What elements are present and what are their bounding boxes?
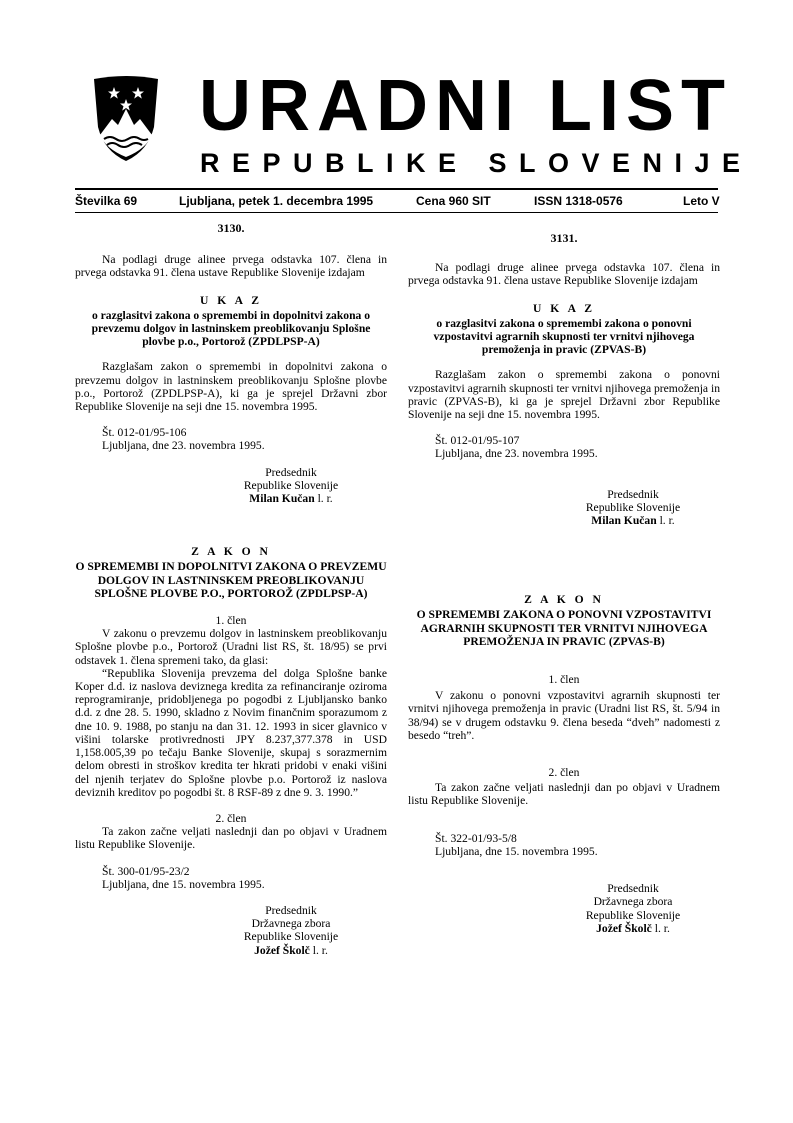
file-number: Št. 300-01/95-23/2 bbox=[102, 864, 190, 878]
signature-role: Predsednik bbox=[265, 903, 317, 917]
article-text: V zakonu o ponovni vzpostavitvi agrarnih skupnosti ter vrnitvi njihovega premoženja in pravic (Uradni list RS, št. 5/94 in 38/94) se v drugem odstavku 9. člena beseda “dveh” nadomesti z besedo “treh”. bbox=[408, 689, 720, 742]
ukaz-title: o razglasitvi zakona o spremembi in dopolnitvi zakona o prevzemu dolgov in lastninskem preoblikovanju Splošne plovbe p.o., Portorož (ZPDLPSP-A) bbox=[91, 308, 371, 349]
issue-number: Številka 69 bbox=[75, 194, 138, 208]
signature-name: Jožef Školč bbox=[596, 921, 652, 935]
zakon-heading: Z A K O N bbox=[524, 593, 604, 607]
article-heading: 1. člen bbox=[548, 673, 580, 687]
signature-role: Republike Slovenije bbox=[243, 930, 339, 944]
signature-suffix: l. r. bbox=[651, 921, 670, 935]
ukaz-title: o razglasitvi zakona o spremembi zakona o ponovni vzpostavitvi agrarnih skupnosti ter vrnitvi njihovega premoženja in pravic (ZPVAS-B) bbox=[433, 316, 695, 357]
article-text: V zakonu o prevzemu dolgov in lastninskem preoblikovanju Splošne plovbe p.o., Portorož (Uradni list RS, št. 18/95) se prvi odstavek 1. člena spremeni tako, da glasi: bbox=[75, 627, 387, 667]
ukaz-heading: U K A Z bbox=[533, 301, 595, 315]
preamble: Na podlagi druge alinee prvega odstavka 107. člena in prvega odstavka 91. člena ustave Republike Slovenije izdajam bbox=[408, 261, 720, 288]
issue-price: Cena 960 SIT bbox=[416, 194, 491, 208]
file-date: Ljubljana, dne 15. novembra 1995. bbox=[102, 877, 265, 891]
signature-role: Državnega zbora bbox=[593, 895, 673, 909]
article-heading: 2. člen bbox=[215, 811, 247, 825]
signature-role: Republike Slovenije bbox=[243, 478, 339, 492]
signature-block bbox=[216, 904, 366, 957]
signature-name: Jožef Školč bbox=[254, 943, 310, 957]
signature-role: Republike Slovenije bbox=[585, 500, 681, 514]
zakon-title: O SPREMEMBI IN DOPOLNITVI ZAKONA O PREVZEMU DOLGOV IN LASTNINSKEM PREOBLIKOVANJU SPLOŠNE PLOVBE P.O., PORTOROŽ (ZPDLPSP-A) bbox=[75, 560, 387, 600]
ukaz-heading: U K A Z bbox=[200, 293, 262, 307]
preamble: Na podlagi druge alinee prvega odstavka 107. člena in prvega odstavka 91. člena ustave Republike Slovenije izdajam bbox=[75, 253, 387, 280]
signature-block bbox=[558, 488, 708, 528]
signature-name: Milan Kučan bbox=[591, 514, 657, 528]
signature-role: Predsednik bbox=[265, 465, 317, 479]
masthead-rule bbox=[75, 188, 718, 190]
left-column bbox=[75, 222, 387, 957]
header-rule bbox=[75, 212, 718, 213]
file-number: Št. 322-01/93-5/8 bbox=[435, 831, 517, 845]
entry-number: 3130. bbox=[217, 221, 245, 235]
signature-block bbox=[558, 882, 708, 935]
signature-block bbox=[216, 466, 366, 506]
signature-role: Republike Slovenije bbox=[585, 908, 681, 922]
signature-suffix: l. r. bbox=[314, 492, 333, 506]
file-date: Ljubljana, dne 23. novembra 1995. bbox=[435, 447, 598, 461]
file-date: Ljubljana, dne 15. novembra 1995. bbox=[435, 844, 598, 858]
slovenian-coat-of-arms-icon bbox=[90, 75, 162, 163]
signature-name: Milan Kučan bbox=[249, 492, 315, 506]
signature-role: Predsednik bbox=[607, 882, 659, 896]
file-number: Št. 012-01/95-106 bbox=[102, 426, 187, 440]
issn: ISSN 1318-0576 bbox=[534, 194, 623, 208]
right-column bbox=[408, 222, 720, 935]
signature-suffix: l. r. bbox=[309, 943, 328, 957]
file-number: Št. 012-01/95-107 bbox=[435, 434, 520, 448]
zakon-title: O SPREMEMBI ZAKONA O PONOVNI VZPOSTAVITVI AGRARNIH SKUPNOSTI TER VRNITVI NJIHOVEGA PREMOŽENJA IN PRAVIC (ZPVAS-B) bbox=[416, 608, 712, 648]
ukaz-body: Razglašam zakon o spremembi in dopolnitvi zakona o prevzemu dolgov in lastninskem preoblikovanju Splošne plovbe p.o., Portorož (ZPDLPSP-A), ki ga je sprejel Državni zbor Republike Slovenije na seji dne 15. novembra 1995. bbox=[75, 360, 387, 414]
article-heading: 2. člen bbox=[548, 766, 580, 780]
zakon-heading: Z A K O N bbox=[191, 545, 271, 559]
masthead-subtitle: REPUBLIKE SLOVENIJE bbox=[200, 148, 753, 178]
issue-date: Ljubljana, petek 1. decembra 1995 bbox=[179, 194, 374, 208]
file-date: Ljubljana, dne 23. novembra 1995. bbox=[102, 439, 265, 453]
article-text: Ta zakon začne veljati naslednji dan po objavi v Uradnem listu Republike Slovenije. bbox=[408, 781, 720, 808]
volume: Leto V bbox=[683, 194, 720, 208]
signature-role: Državnega zbora bbox=[251, 917, 331, 931]
signature-role: Predsednik bbox=[607, 487, 659, 501]
signature-suffix: l. r. bbox=[656, 514, 675, 528]
article-quote: “Republika Slovenija prevzema del dolga Splošne banke Koper d.d. iz naslova deviznega kredita za refinanciranje oziroma reprogramiranje, pridobljenega po pogodbi z Ljubljansko banko d.d. z dne 28. 5. 1990, skladno z Novim finančnim sporazumom z dne 10. 9. 1988, po stanju na dan 31. 12. 1993 in sicer glavnico v višini tolarske protivrednosti JPY 8.237,377.378 in USD 1,158.005,39 po tečaju Banke Slovenije, skupaj s sorazmernim delom obresti in stroškov kredita ter hkrati pridobi v enaki višini del njenih terjatev do Splošne plovbe p.o. Portorož iz naslova deviznih kreditov po pogodbi št. 8 RSF-89 z dne 9. 3. 1990.” bbox=[75, 666, 387, 799]
ukaz-body: Razglašam zakon o spremembi zakona o ponovni vzpostavitvi agrarnih skupnosti ter vrnitvi njihovega premoženja in pravic (ZPVAS-B), ki ga je sprejel Državni zbor Republike Slovenije na seji dne 15. novembra 1995. bbox=[408, 368, 720, 422]
article-heading: 1. člen bbox=[215, 614, 247, 628]
masthead-title: URADNI LIST bbox=[199, 66, 732, 146]
article-text: Ta zakon začne veljati naslednji dan po objavi v Uradnem listu Republike Slovenije. bbox=[75, 825, 387, 852]
entry-number: 3131. bbox=[550, 231, 578, 245]
